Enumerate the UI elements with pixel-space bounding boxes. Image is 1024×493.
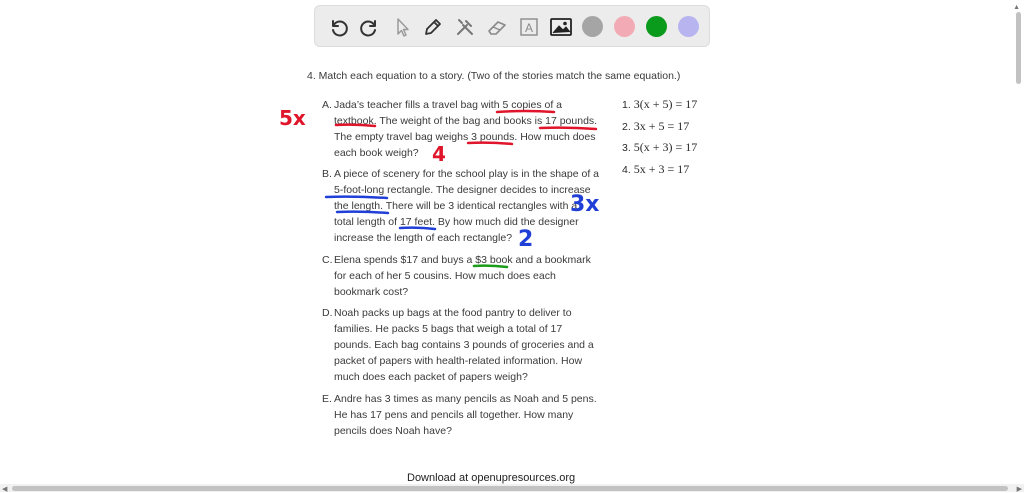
story-letter: D.: [322, 307, 333, 319]
underline-mark: [337, 212, 388, 213]
story-line: for each of her 5 cousins. How much does each: [334, 270, 556, 282]
equation-expression: 5(x + 3) = 17: [633, 140, 698, 154]
story-line: much does each packet of papers weigh?: [334, 371, 528, 383]
story-line: each book weigh?: [334, 147, 419, 159]
equation-number: 2.: [622, 121, 631, 133]
story-letter: C.: [322, 254, 333, 266]
handwritten-4: 4: [432, 142, 446, 166]
story-line: textbook. The weight of the bag and books is 17 pounds.: [334, 115, 598, 127]
underline-mark: [400, 228, 435, 229]
question-title: 4. Match each equation to a story. (Two of the stories match the same equation.): [307, 70, 681, 82]
underline-mark: [326, 197, 387, 198]
horizontal-scrollbar-thumb[interactable]: [12, 486, 1008, 491]
story-line: Andre has 3 times as many pencils as Noah and 5 pens.: [334, 393, 597, 405]
equation-expression: 5x + 3 = 17: [633, 162, 690, 176]
equation-expression: 3(x + 5) = 17: [633, 97, 698, 111]
story-line: total length of 17 feet. By how much did the designer: [334, 216, 579, 228]
story-letter: E.: [322, 393, 332, 405]
story-line: increase the length of each rectangle?: [334, 232, 513, 244]
text-tool-letter: A: [524, 21, 534, 35]
story-letter: A.: [322, 99, 332, 111]
story-line: pounds. Each bag contains 3 pounds of groceries and a: [334, 339, 594, 351]
story-letter: B.: [322, 168, 332, 180]
handwritten-5x: 5x: [279, 106, 306, 130]
scroll-right-arrow-icon[interactable]: ▶: [1016, 486, 1022, 493]
story-line: A piece of scenery for the school play is in the shape of a: [334, 168, 599, 180]
scroll-up-arrow-icon[interactable]: ▲: [1013, 4, 1020, 11]
story-line: He has 17 pens and pencils all together. How many: [334, 409, 574, 421]
underline-mark: [474, 266, 507, 267]
story-line: bookmark cost?: [334, 286, 409, 298]
story-line: The empty travel bag weighs 3 pounds. How much does: [334, 131, 596, 143]
story-line: Elena spends $17 and buys a $3 book and a bookmark: [334, 254, 591, 266]
underline-mark: [468, 143, 512, 144]
story-line: Noah packs up bags at the food pantry to deliver to: [334, 307, 572, 319]
story-line: families. He packs 5 bags that weigh a total of 17: [334, 323, 563, 335]
vertical-scrollbar-thumb[interactable]: [1016, 12, 1021, 84]
underline-mark: [540, 128, 596, 129]
handwritten-2: 2: [518, 227, 534, 252]
equation-number: 4.: [622, 164, 631, 176]
underline-mark: [497, 111, 554, 112]
story-line: Jada’s teacher fills a travel bag with 5 copies of a: [334, 99, 563, 111]
equation-expression: 3x + 5 = 17: [633, 119, 690, 133]
story-line: 5-foot-long rectangle. The designer decides to increase: [334, 184, 591, 196]
story-line: packet of papers with health-related information. How: [334, 355, 583, 367]
footer-download-text: Download at openupresources.org: [407, 472, 576, 484]
handwritten-3x: 3x: [570, 192, 600, 217]
underline-mark: [336, 125, 375, 126]
story-line: pencils does Noah have?: [334, 425, 452, 437]
equation-number: 1.: [622, 99, 631, 111]
equation-number: 3.: [622, 142, 631, 154]
story-line: the length. There will be 3 identical rectangles with a: [334, 200, 578, 212]
scroll-left-arrow-icon[interactable]: ◀: [2, 486, 8, 493]
